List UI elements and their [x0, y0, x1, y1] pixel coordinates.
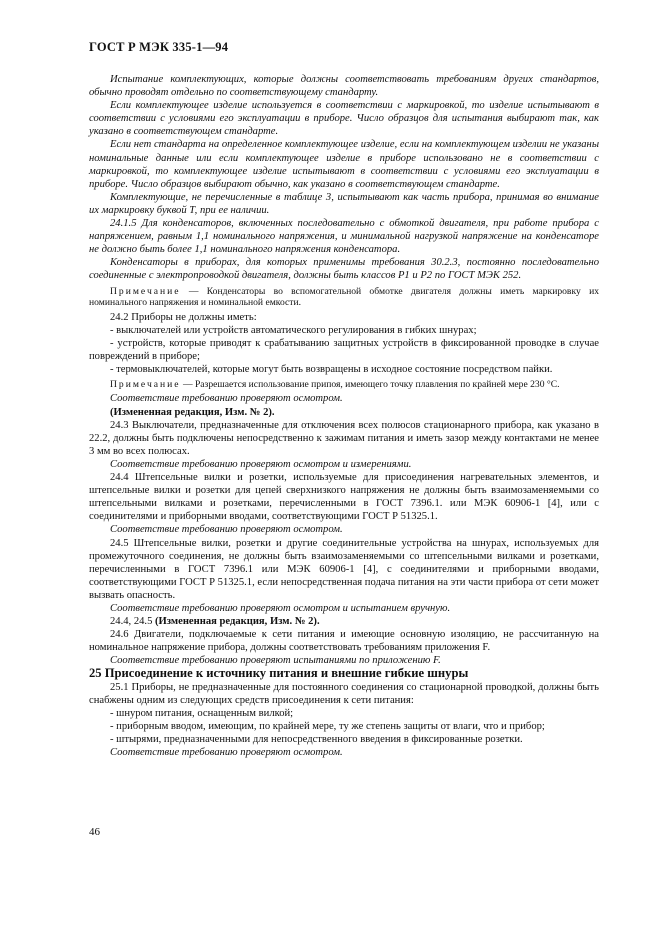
list-item: - термовыключателей, которые могут быть возвращены в исходное состояние посредством пайки.: [110, 363, 553, 375]
amendment-note: [89, 615, 599, 628]
paragraph: Конденсаторы в приборах, для которых применимы требования 30.2.3, постоянно последовательно соединенные с электропроводкой двигателя, должны быть классов Р1 и Р2 по ГОСТ МЭК 252.: [89, 257, 599, 282]
clause-25-1: 25.1 Приборы, не предназначенные для постоянного соединения со стационарной проводкой, должны быть снабжены одним из следующих средств присоединения к сети питания:: [89, 681, 599, 706]
compliance-check: Соответствие требованию проверяют испытаниями по приложению F.: [110, 655, 441, 667]
compliance-check: Соответствие требованию проверяют осмотром и измерениями.: [110, 458, 412, 470]
amendment-label: (Измененная редакция, Изм. № 2).: [155, 616, 320, 628]
note-text: — Конденсаторы во вспомогательной обмотке двигателя должны иметь маркировку их номинального напряжения и номинальной емкости.: [89, 285, 599, 308]
compliance-check: Соответствие требованию проверяют осмотром и испытанием вручную.: [110, 602, 451, 614]
page-number: 46: [89, 826, 100, 838]
amendment-clauses: 24.4, 24.5: [110, 616, 156, 628]
paragraph: Испытание комплектующих, которые должны соответствовать требованиям других стандартов, обычно проводят отдельно по соответствующему стандарту.: [89, 74, 599, 99]
note-text: — Разрешается использование припоя, имеющего точку плавления по крайней мере 230 °С.: [180, 378, 560, 390]
document-header: ГОСТ Р МЭК 335-1—94: [89, 40, 229, 54]
clause-24-2: 24.2 Приборы не должны иметь:: [110, 311, 257, 323]
amendment-note: (Измененная редакция, Изм. № 2).: [110, 406, 275, 418]
list-item: - шнуром питания, оснащенным вилкой;: [110, 707, 294, 719]
list-item: - приборным вводом, имеющим, по крайней мере, ту же степень защиты от влаги, что и прибор;: [110, 720, 545, 732]
compliance-check: Соответствие требованию проверяют осмотром.: [110, 747, 343, 758]
clause-24-4: 24.4 Штепсельные вилки и розетки, используемые для присоединения нагревательных элементов, и штепсельные вилки и розетки для цепей сверхнизкого напряжения не должны быть взаимозаменяемыми со штепсельными вилками и розетками, перечисленными в ГОСТ 7396.1. или МЭК 60906-1 [4], или с соединителями и приборными вводами, соответствующими ГОСТ Р 51325.1.: [89, 472, 599, 523]
compliance-check: Соответствие требованию проверяют осмотром.: [110, 524, 343, 536]
section-title: 25 Присоединение к источнику питания и внешние гибкие шнуры: [89, 666, 469, 681]
document-body: [89, 73, 599, 759]
compliance-check: Соответствие требованию проверяют осмотром.: [110, 393, 343, 405]
note-solder: [89, 379, 599, 391]
list-item: - устройств, которые приводят к срабатыванию защитных устройств в фиксированной проводке в случае повреждений в приборе;: [89, 337, 599, 362]
note-label: Примечание: [110, 285, 181, 297]
list-item: - штырями, предназначенными для непосредственного введения в фиксированные розетки.: [110, 733, 523, 745]
clause-24-6: 24.6 Двигатели, подключаемые к сети питания и имеющие основную изоляцию, не рассчитанную на номинальное напряжение прибора, должны соответствовать требованиям приложения F.: [89, 629, 599, 654]
paragraph: Если комплектующее изделие используется в соответствии с маркировкой, то изделие испытывают в соответствии с условиями его эксплуатации в приборе. Число образцов для испытания выбирают так, как указано в соответствующем стандарте.: [89, 100, 599, 138]
clause-24-3: 24.3 Выключатели, предназначенные для отключения всех полюсов стационарного прибора, как указано в 22.2, должны быть подключены непосредственно к зажимам питания и иметь зазор между контактами не менее 3 мм во всех полюсах.: [89, 419, 599, 457]
list-item: - выключателей или устройств автоматического регулирования в гибких шнурах;: [110, 324, 477, 336]
clause-24-5: 24.5 Штепсельные вилки, розетки и другие соединительные устройства на шнурах, используемых для промежуточного соединения, не должны быть взаимозаменяемыми со штепсельными вилками и розетками, перечисленными в ГОСТ 7396.1 или МЭК 60906-1 [4], с соединителями и приборными вводами, соответствующими ГОСТ Р 51325.1, если непосредственная подача питания на эти части прибора от сети может вызвать опасность.: [89, 537, 599, 601]
note-capacitors: [89, 286, 599, 309]
paragraph: Если нет стандарта на определенное комплектующее изделие, если на комплектующем изделии не указаны номинальные данные или если комплектующее изделие в приборе использовано не в соответствии с маркировкой, то комплектующее изделие испытывают в соответствии с условиями его эксплуатации в приборе. Число образцов выбирают обычно, как указано в соответствующем стандарте.: [89, 139, 599, 190]
paragraph: Комплектующие, не перечисленные в таблице 3, испытывают как часть прибора, принимая во внимание их маркировку буквой Т, при ее наличии.: [89, 191, 599, 216]
note-label: Примечание: [110, 378, 181, 390]
clause-24-1-5: 24.1.5 Для конденсаторов, включенных последовательно с обмоткой двигателя, при работе прибора с напряжением, равным 1,1 номинального напряжения, и минимальной нагрузкой напряжение на конденсаторе не должно быть более 1,1 номинального напряжения конденсатора.: [89, 218, 599, 256]
